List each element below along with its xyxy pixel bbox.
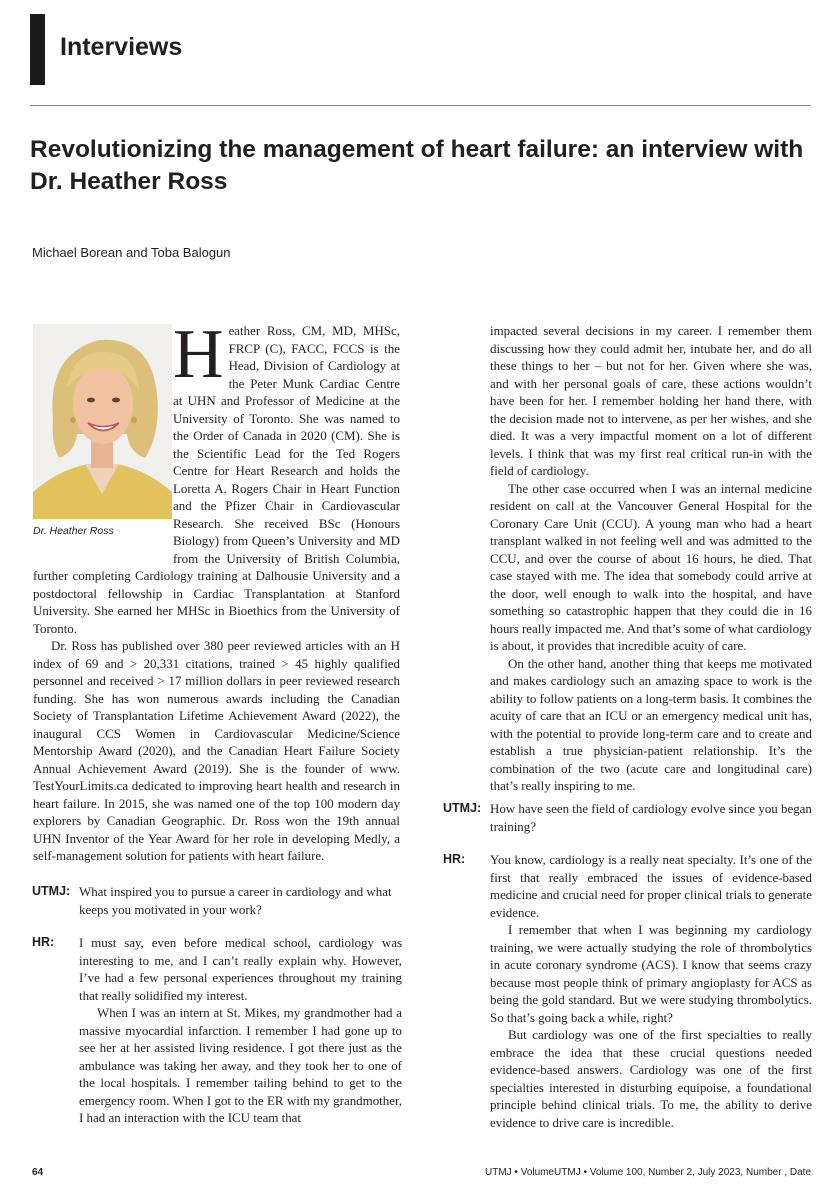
qa1-answer-text (79, 934, 402, 1127)
right-paragraph-1: impacted several decisions in my career. I remember them discussing how they could admit her, intubate her, and do all these things to her – but not for her. Given where she was, and with her personal goals of care, these actions wouldn’t have been for her. I remember holding her hand there, with the decision made not to intervene, as per her wishes, and she died. It was a very impactful moment on a lot of different levels. I think that was my first real critical run-in with the field of cardiology. (490, 323, 812, 478)
drop-cap: H (173, 316, 224, 393)
photo-wrap-spacer (31, 322, 173, 560)
journal-footer: UTMJ • VolumeUTMJ • Volume 100, Number 2, July 2023, Number , Date (484, 1167, 811, 1178)
qa2-question-label: UTMJ: (443, 801, 482, 815)
qa2-answer-paragraph-3: But cardiology was one of the first specialties to really embrace the idea that these crucial questions needed evidence-based answers. Cardiology was one of the first specialties interested in disturbing equipoise, a foundational principle behind clinical trials. To me, the ability to derive evidence to drive care is incredible. (490, 1027, 812, 1130)
article-title: Revolutionizing the management of heart failure: an interview with Dr. Heather Ross (30, 136, 804, 195)
qa1-question-block (32, 884, 402, 924)
intro-column (33, 316, 400, 865)
qa1-question-label: UTMJ: (32, 884, 71, 898)
page-number: 64 (32, 1167, 44, 1178)
qa1-question-text: What inspired you to pursue a career in cardiology and what keeps you motivated in your work? (79, 884, 392, 917)
qa2-question-block (443, 801, 812, 841)
right-column-answer (490, 322, 812, 795)
intro-paragraph-2: Dr. Ross has published over 380 peer reviewed articles with an H index of 69 and > 20,331 citations, trained > 45 highly qualified personnel and received > 17 million dollars in peer reviewed research funding. She has won numerous awards including the Canadian Society of Transplantation Lifetime Achievement Award (2022), the inaugural CCS Women in Cardiovascular Medicine/Science Mentorship Award (2020), and the Canadian Heart Failure Society Annual Achievement Award (2019). She is the founder of www. TestYourLimits.ca dedicated to improving heart health and research in heart failure. In 2015, she was named one of the top 100 modern day explorers by Canadian Geographic. Dr. Ross won the 19th annual UHN Inventor of the Year Award for her role in developing Medly, a self-management solution for patients with heart failure. (33, 638, 400, 863)
section-bar (30, 14, 45, 85)
qa2-question-text: How have seen the field of cardiology evolve since you began training? (490, 801, 812, 834)
qa2-answer-label: HR: (443, 852, 466, 866)
qa1-answer-paragraph-2: When I was an intern at St. Mikes, my grandmother had a massive myocardial infarction. I remember I had gone up to see her at her assisted living residence. I got there just as the ambulance was taking her away, and they took her to one of the local hospitals. I remember tailing behind to get to the emergency room. When I got to the ER with my grandmother, I had an interaction with the ICU team that (79, 1005, 402, 1125)
qa1-answer-paragraph-1: I must say, even before medical school, cardiology was interesting to me, and I can’t really explain why. However, I’ve had a few personal experiences throughout my training that really solidified my interest. (79, 935, 402, 1003)
qa2-answer-text (490, 851, 812, 1131)
qa2-answer-paragraph-1: You know, cardiology is a really neat specialty. It’s one of the first that really embraced the issues of evidence-based medicine and crucial need for proper clinical trials to generate evidence. (490, 852, 812, 920)
header-rule (30, 105, 811, 106)
intro-paragraph-1: eather Ross, CM, MD, MHSc, FRCP (C), FACC, FCCS is the Head, Division of Cardiology at the Peter Munk Cardiac Centre at UHN and Professor of Medicine at the University of Toronto. She was named to the Order of Canada in 2020 (CM). She is the Scientific Lead for the Ted Rogers Centre for Heart Research and holds the Loretta A. Rogers Chair in Heart Function and the Pfizer Chair in Cardiovascular Research. She received BSc (Honours Biology) from Queen’s University and MD from the University of British Columbia, further completing Cardiology training at Dalhousie University and a postdoctoral fellowship in Cardiac Transplantation at Stanford University. She earned her MHSc in Bioethics from the University of Toronto. (33, 323, 400, 636)
section-title: Interviews (60, 33, 183, 61)
right-paragraph-3: On the other hand, another thing that keeps me motivated and makes cardiology such an amazing space to work is the ability to follow patients on a long-term basis. It combines the acuity of care that an ICU or an emergency medical unit has, with the potential to provide long-term care and to create and establish a true physician-patient relationship. It’s the combination of the two (acute care and longitudinal care) that’s really inspiring to me. (490, 655, 812, 793)
qa2-answer-paragraph-2: I remember that when I was beginning my cardiology training, we were actually studying the role of thrombolytics in acute coronary syndrome (ACS). I know that seems crazy because most people think of primary angioplasty for ACS as being the gold standard. But we were studying thrombolytics. So that’s going back a while, right? (490, 922, 812, 1025)
qa2-answer-block (443, 852, 812, 1152)
qa1-answer-block (32, 935, 402, 1155)
article-authors: Michael Borean and Toba Balogun (32, 245, 231, 260)
right-paragraph-2: The other case occurred when I was an internal medicine resident on call at the Vancouver General Hospital for the Coronary Care Unit (CCU). A young man who had a heart transplant walked in not feeling well and was admitted to the CCU, and over the course of about 16 hours, he died. That case stayed with me. The idea that somebody could arrive at the door, well enough to walk into the hospital, and have something so catastrophic happen that they could die in 16 hours really impacted me. And that’s some of what cardiology is about, it provides that incredible acuity of care. (490, 480, 812, 653)
qa1-answer-label: HR: (32, 935, 55, 949)
photo-caption: Dr. Heather Ross (33, 525, 114, 537)
